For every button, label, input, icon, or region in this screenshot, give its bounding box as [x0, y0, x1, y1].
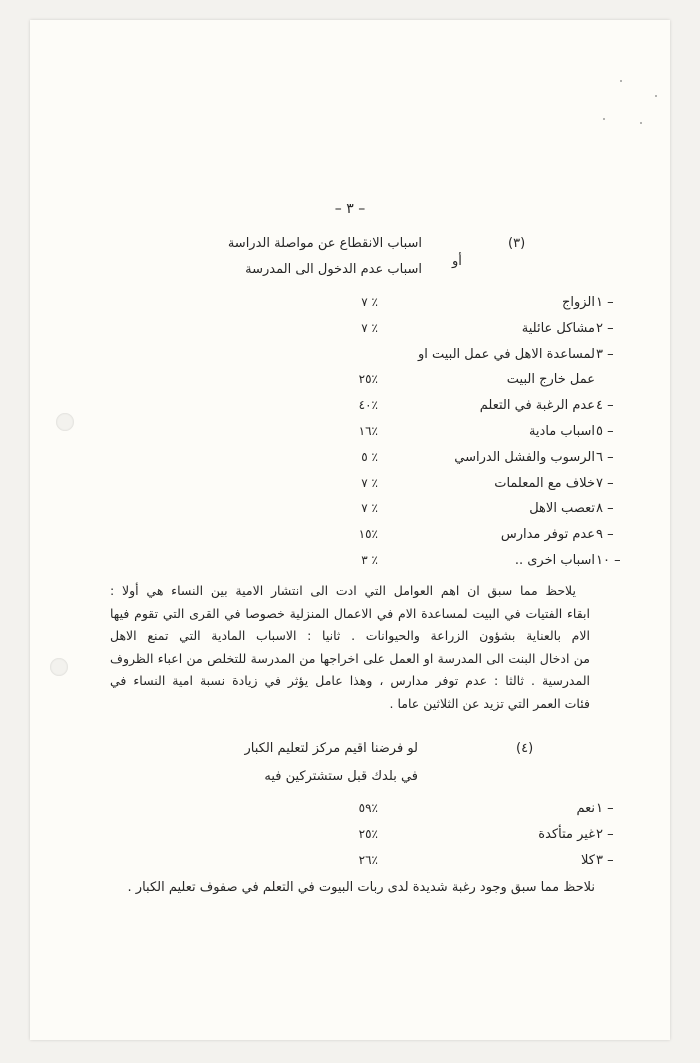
section-3-item-label: عدم توفر مدارس — [500, 527, 595, 543]
paragraph-line: فئات العمر التي تزيد عن الثلاثين عاما . — [389, 695, 590, 711]
paragraph-line: المدرسية . ثالثا : عدم توفر مدارس ، وهذا عامل يؤثر في زيادة نسبة امية النساء في — [110, 673, 590, 688]
section-3-item-label: اسباب مادية — [528, 424, 595, 439]
paragraph-line: ابقاء الفتيات في البيت لمساعدة الام في الاعمال المنزلية خصوصا في القرى التي تقوم فيها — [110, 605, 590, 621]
conclusion-text: نلاحظ مما سبق وجود رغبة شديدة لدى ربات البيوت في التعلم في صفوف تعليم الكبار . — [127, 880, 595, 895]
section-3-item-percent: ٧ ٪ — [361, 475, 378, 490]
section-3-item-label: عمل خارج البيت — [506, 372, 595, 388]
section-3-item-number: ٦ – — [596, 449, 614, 465]
section-4-item-label: كلا — [581, 853, 595, 868]
section-3-item-number: ٧ – — [596, 475, 614, 491]
section-3-item-number: ٩ – — [596, 527, 614, 543]
section-3-title-line2: اسباب عدم الدخول الى المدرسة — [245, 262, 422, 277]
section-3-item-percent: ١٥٪ — [358, 527, 378, 542]
section-4-item-number: ١ – — [596, 801, 614, 816]
section-3-item-percent: ٤٠٪ — [358, 398, 378, 413]
section-3-item-label: لمساعدة الاهل في عمل البيت او — [417, 346, 595, 362]
paper-speck — [603, 118, 605, 120]
section-4-item-label: غير متأكدة — [538, 827, 595, 842]
punch-hole-top — [56, 413, 74, 431]
section-3-number: (٣) — [508, 236, 526, 251]
section-4-item-number: ٣ – — [596, 853, 614, 868]
section-4-item-percent: ٢٥٪ — [358, 827, 378, 841]
section-3-item-number: ١٠ – — [596, 553, 621, 568]
section-3-item-percent: ٧ ٪ — [361, 501, 378, 516]
section-3-item-label: الزواج — [561, 295, 595, 310]
section-3-item-percent: ١٦٪ — [358, 424, 378, 438]
paragraph-line: من ادخال البنت الى المدرسة او العمل على اخراجها من المدرسة للتخلص من اعباء الظروف — [110, 650, 590, 666]
analysis-paragraph — [110, 580, 590, 715]
section-3-item-label: تعصب الاهل — [529, 501, 595, 517]
paper-speck — [655, 95, 657, 97]
section-3-item-label: عدم الرغبة في التعلم — [479, 398, 595, 414]
section-3-title-line1: اسباب الانقطاع عن مواصلة الدراسة — [227, 236, 422, 251]
section-3-item-number: ٤ – — [596, 398, 614, 414]
section-4-item-percent: ٢٦٪ — [358, 853, 378, 867]
section-3-item-percent: ٢٥٪ — [358, 372, 378, 387]
section-4-question-line1: لو فرضنا اقيم مركز لتعليم الكبار — [244, 741, 418, 756]
section-3-item-number: ٢ – — [596, 320, 614, 336]
punch-hole-bottom — [50, 658, 68, 676]
section-4-number: (٤) — [516, 741, 534, 756]
section-3-item-percent: ٥ ٪ — [361, 449, 378, 464]
paper-speck — [620, 80, 622, 82]
section-3-item-number: ٨ – — [596, 501, 614, 517]
section-3-item-label: الرسوب والفشل الدراسي — [454, 449, 595, 465]
section-3-item-percent: ٣ ٪ — [361, 553, 378, 567]
section-3-item-percent: ٧ ٪ — [361, 295, 378, 309]
section-4-question-line2: في بلدك قبل ستشتركين فيه — [264, 769, 418, 784]
section-3-or-word: أو — [452, 254, 462, 269]
section-3-item-label: خلاف مع المعلمات — [494, 475, 595, 491]
paragraph-line: الام بالعناية بشؤون الزراعة والحيوانات . ثانيا : الاسباب المادية التي تمنع الاهل — [110, 628, 590, 643]
paper-speck — [640, 122, 642, 124]
section-4-item-percent: ٥٩٪ — [358, 801, 378, 815]
section-4-item-label: نعم — [576, 801, 595, 816]
section-3-item-label: مشاكل عائلية — [521, 320, 595, 336]
page-number: – ٣ – — [334, 201, 366, 217]
section-3-item-number: ٣ – — [596, 346, 614, 362]
section-3-item-number: ٥ – — [596, 424, 614, 439]
paragraph-line: يلاحظ مما سبق ان اهم العوامل التي ادت الى انتشار الامية بين النساء هي أولا : — [110, 583, 576, 598]
section-3-item-percent: ٧ ٪ — [361, 320, 378, 335]
section-3-item-number: ١ – — [596, 295, 614, 310]
section-3-item-label: اسباب اخرى .. — [514, 553, 595, 568]
section-4-item-number: ٢ – — [596, 827, 614, 842]
